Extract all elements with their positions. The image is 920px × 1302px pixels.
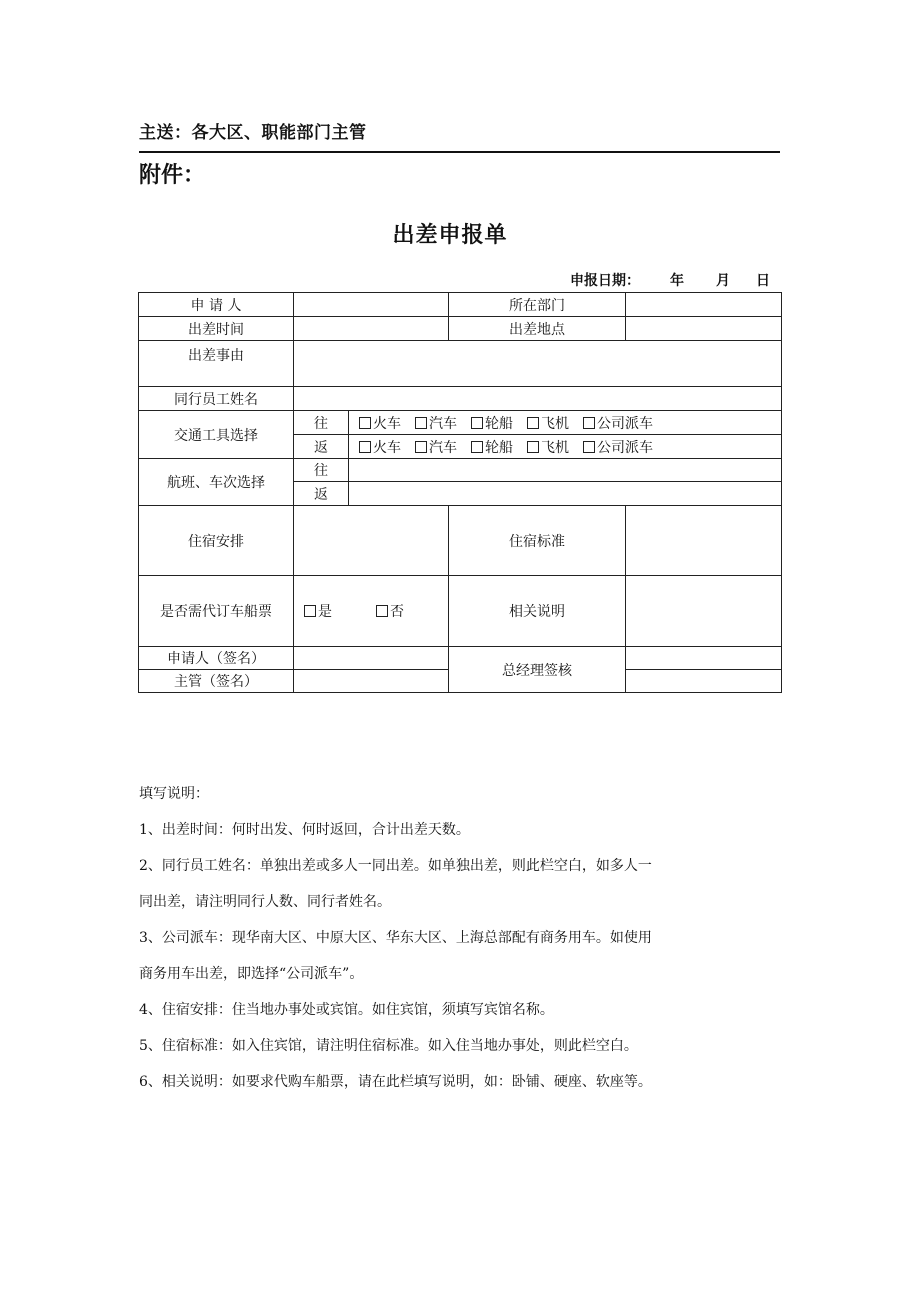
applicant-field[interactable] [294,293,449,317]
trip-time-field[interactable] [294,317,449,341]
flight-return-field[interactable] [349,482,782,506]
checkbox[interactable] [471,441,483,453]
instructions [139,776,759,1100]
transport-return-label: 返 [294,435,349,459]
instruction-line: 2、同行员工姓名：单独出差或多人一同出差。如单独出差，则此栏空白，如多人一 [139,858,652,874]
need-booking-label: 是否需代订车船票 [139,576,294,647]
report-date [570,270,782,290]
lodging-label: 住宿安排 [139,506,294,576]
transport-outbound-options [349,411,782,435]
checkbox[interactable] [583,441,595,453]
option-company-car[interactable]: 公司派车 [583,413,653,433]
instruction-line: 4、住宿安排：住当地办事处或宾馆。如住宾馆，须填写宾馆名称。 [139,1002,554,1018]
trip-time-label: 出差时间 [139,317,294,341]
report-date-label: 申报日期： [570,273,640,289]
gm-approval-field-1[interactable] [626,647,782,670]
checkbox[interactable] [359,417,371,429]
checkbox[interactable] [527,441,539,453]
department-label: 所在部门 [449,293,626,317]
transport-label: 交通工具选择 [139,411,294,459]
companions-label: 同行员工姓名 [139,387,294,411]
instruction-line: 5、住宿标准：如入住宾馆，请注明住宿标准。如入住当地办事处，则此栏空白。 [139,1038,638,1054]
checkbox[interactable] [415,417,427,429]
applicant-label: 申 请 人 [139,293,294,317]
need-booking-options [294,576,449,647]
instruction-line: 商务用车出差，即选择“公司派车”。 [139,966,364,982]
transport-return-options [349,435,782,459]
flight-outbound-field[interactable] [349,459,782,482]
travel-form-table [138,292,782,693]
remarks-field[interactable] [626,576,782,647]
option-bus[interactable]: 汽车 [415,413,457,433]
supervisor-sign-field[interactable] [294,670,449,693]
option-train[interactable]: 火车 [359,437,401,457]
instruction-line: 6、相关说明：如要求代购车船票，请在此栏填写说明，如：卧铺、硬座、软座等。 [139,1074,652,1090]
header-divider [139,151,780,153]
checkbox[interactable] [359,441,371,453]
month-label: 月 [716,273,730,289]
lodging-standard-field[interactable] [626,506,782,576]
department-field[interactable] [626,293,782,317]
gm-approval-field-2[interactable] [626,670,782,693]
trip-location-field[interactable] [626,317,782,341]
checkbox[interactable] [527,417,539,429]
option-bus[interactable]: 汽车 [415,437,457,457]
checkbox[interactable] [583,417,595,429]
checkbox[interactable] [415,441,427,453]
instruction-line: 同出差，请注明同行人数、同行者姓名。 [139,894,391,910]
checkbox[interactable] [376,605,388,617]
option-no[interactable]: 否 [376,604,404,620]
trip-reason-field[interactable] [294,341,782,387]
option-company-car[interactable]: 公司派车 [583,437,653,457]
checkbox[interactable] [471,417,483,429]
companions-field[interactable] [294,387,782,411]
option-ship[interactable]: 轮船 [471,413,513,433]
applicant-sign-field[interactable] [294,647,449,670]
flight-train-label: 航班、车次选择 [139,459,294,506]
instruction-line: 1、出差时间：何时出发、何时返回，合计出差天数。 [139,822,470,838]
applicant-sign-label: 申请人（签名） [139,647,294,670]
remarks-label: 相关说明 [449,576,626,647]
trip-location-label: 出差地点 [449,317,626,341]
flight-return-label: 返 [294,482,349,506]
option-plane[interactable]: 飞机 [527,437,569,457]
attachment-label: 附件： [139,163,206,188]
day-label: 日 [756,273,770,289]
lodging-standard-label: 住宿标准 [449,506,626,576]
instruction-line: 3、公司派车：现华南大区、中原大区、华东大区、上海总部配有商务用车。如使用 [139,930,652,946]
option-ship[interactable]: 轮船 [471,437,513,457]
option-plane[interactable]: 飞机 [527,413,569,433]
trip-reason-label: 出差事由 [139,341,294,387]
option-yes[interactable]: 是 [304,601,376,621]
option-train[interactable]: 火车 [359,413,401,433]
form-title: 出差申报单 [392,223,508,248]
flight-outbound-label: 往 [294,459,349,482]
transport-outbound-label: 往 [294,411,349,435]
lodging-field[interactable] [294,506,449,576]
gm-approval-label: 总经理签核 [449,647,626,693]
recipients-line: 主送：各大区、职能部门主管 [139,123,367,143]
supervisor-sign-label: 主管（签名） [139,670,294,693]
checkbox[interactable] [304,605,316,617]
year-label: 年 [670,273,684,289]
instructions-title: 填写说明： [139,786,209,802]
